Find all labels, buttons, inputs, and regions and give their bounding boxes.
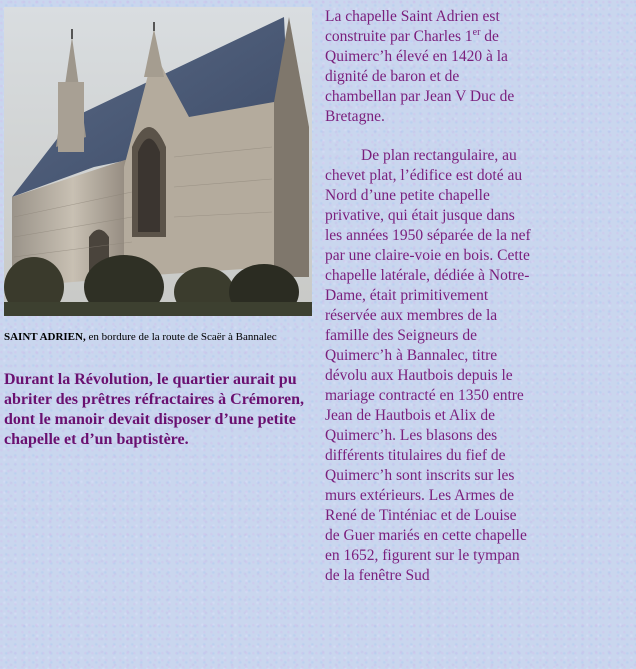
paragraph-construction-end: de Quimerc’h élevé en 1420 à la dignité de baron et de chambellan par Jean V Duc de Bretagne. xyxy=(325,28,515,125)
paragraph-construction xyxy=(325,7,533,127)
chapel-illustration xyxy=(4,7,312,316)
caption-title: SAINT ADRIEN, xyxy=(4,331,86,343)
photo-caption xyxy=(4,330,309,345)
paragraph-construction-start: La chapelle Saint Adrien est construite par Charles 1 xyxy=(325,8,500,45)
chapel-photo xyxy=(4,7,312,316)
revolution-note: Durant la Révolution, le quartier aurait pu abriter des prêtres réfractaires à Crémoren, dont le manoir devait disposer d’une petite chapelle et d’un baptistère. xyxy=(4,371,305,448)
paragraph-description: De plan rectangulaire, au chevet plat, l’édifice est doté au Nord d’une petite chapelle privative, qui était jusque dans les années 1950 séparée de la nef par une claire-voie en bois. Cette chapelle latérale, dédiée à Notre-Dame, était primitivement réservée aux membres de la famille des Seigneurs de Quimerc’h à Bannalec, titre dévolu aux Hautbois depuis le mariage contracté en 1350 entre Jean de Hautbois et Alix de Quimerc’h. Les blasons des différents titulaires du fief de Quimerc’h sont inscrits sur les murs extérieurs. Les Armes de René de Tinténiac et de Louise de Guer mariés en cette chapelle en 1652, figurent sur le tympan de la fenêtre Sud xyxy=(325,147,531,584)
main-article xyxy=(325,7,533,586)
ordinal-superscript: er xyxy=(472,26,481,38)
caption-text: en bordure de la route de Scaër à Bannalec xyxy=(85,331,277,343)
